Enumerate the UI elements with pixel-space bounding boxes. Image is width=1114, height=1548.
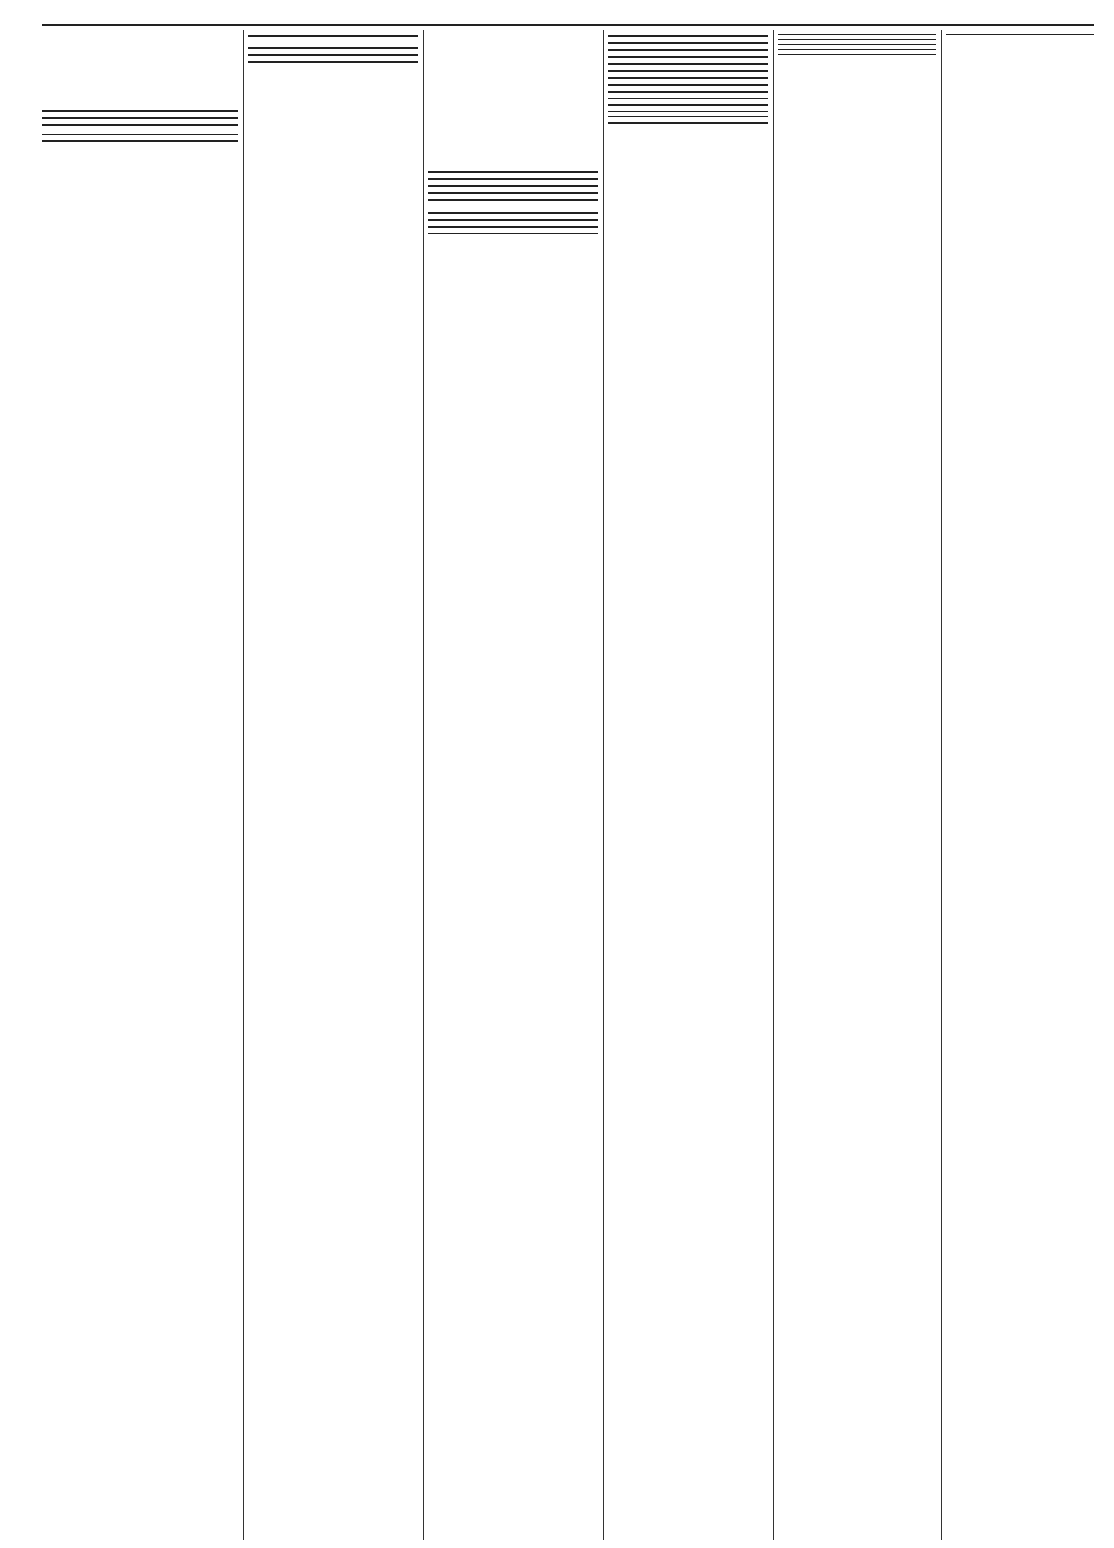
masthead-rule [42,24,1094,26]
divider [608,49,768,51]
divider [778,54,936,55]
column-rule [423,30,424,1540]
divider [428,212,598,214]
divider [428,219,598,221]
divider [608,77,768,79]
divider [608,56,768,58]
column-5 [778,30,936,1540]
divider [608,111,768,112]
column-6 [946,30,1094,1540]
divider [608,63,768,65]
column-rule [773,30,774,1540]
divider [248,35,418,37]
divider [608,104,768,106]
divider [42,124,238,126]
column-rule [941,30,942,1540]
column-rule [603,30,604,1540]
divider [608,84,768,86]
divider [248,61,418,63]
divider [428,178,598,180]
divider [778,44,936,45]
divider [608,42,768,44]
divider [42,140,238,142]
divider [778,49,936,50]
divider [608,98,768,99]
divider [248,54,418,56]
column-4 [608,30,768,1540]
divider [42,117,238,119]
column-3 [428,30,598,1540]
divider [428,233,598,234]
divider [608,70,768,72]
divider [248,47,418,49]
column-rule [243,30,244,1540]
divider [428,226,598,228]
masthead [0,0,1114,22]
divider [608,91,768,93]
divider [428,192,598,194]
divider [778,34,936,35]
divider [428,185,598,187]
divider [42,134,238,135]
column-1 [42,30,238,1540]
divider [42,110,238,112]
divider [428,171,598,173]
divider [608,122,768,124]
divider [946,34,1094,35]
divider [608,35,768,37]
divider [778,39,936,40]
divider [608,116,768,117]
divider [428,199,598,201]
column-2 [248,30,418,1540]
